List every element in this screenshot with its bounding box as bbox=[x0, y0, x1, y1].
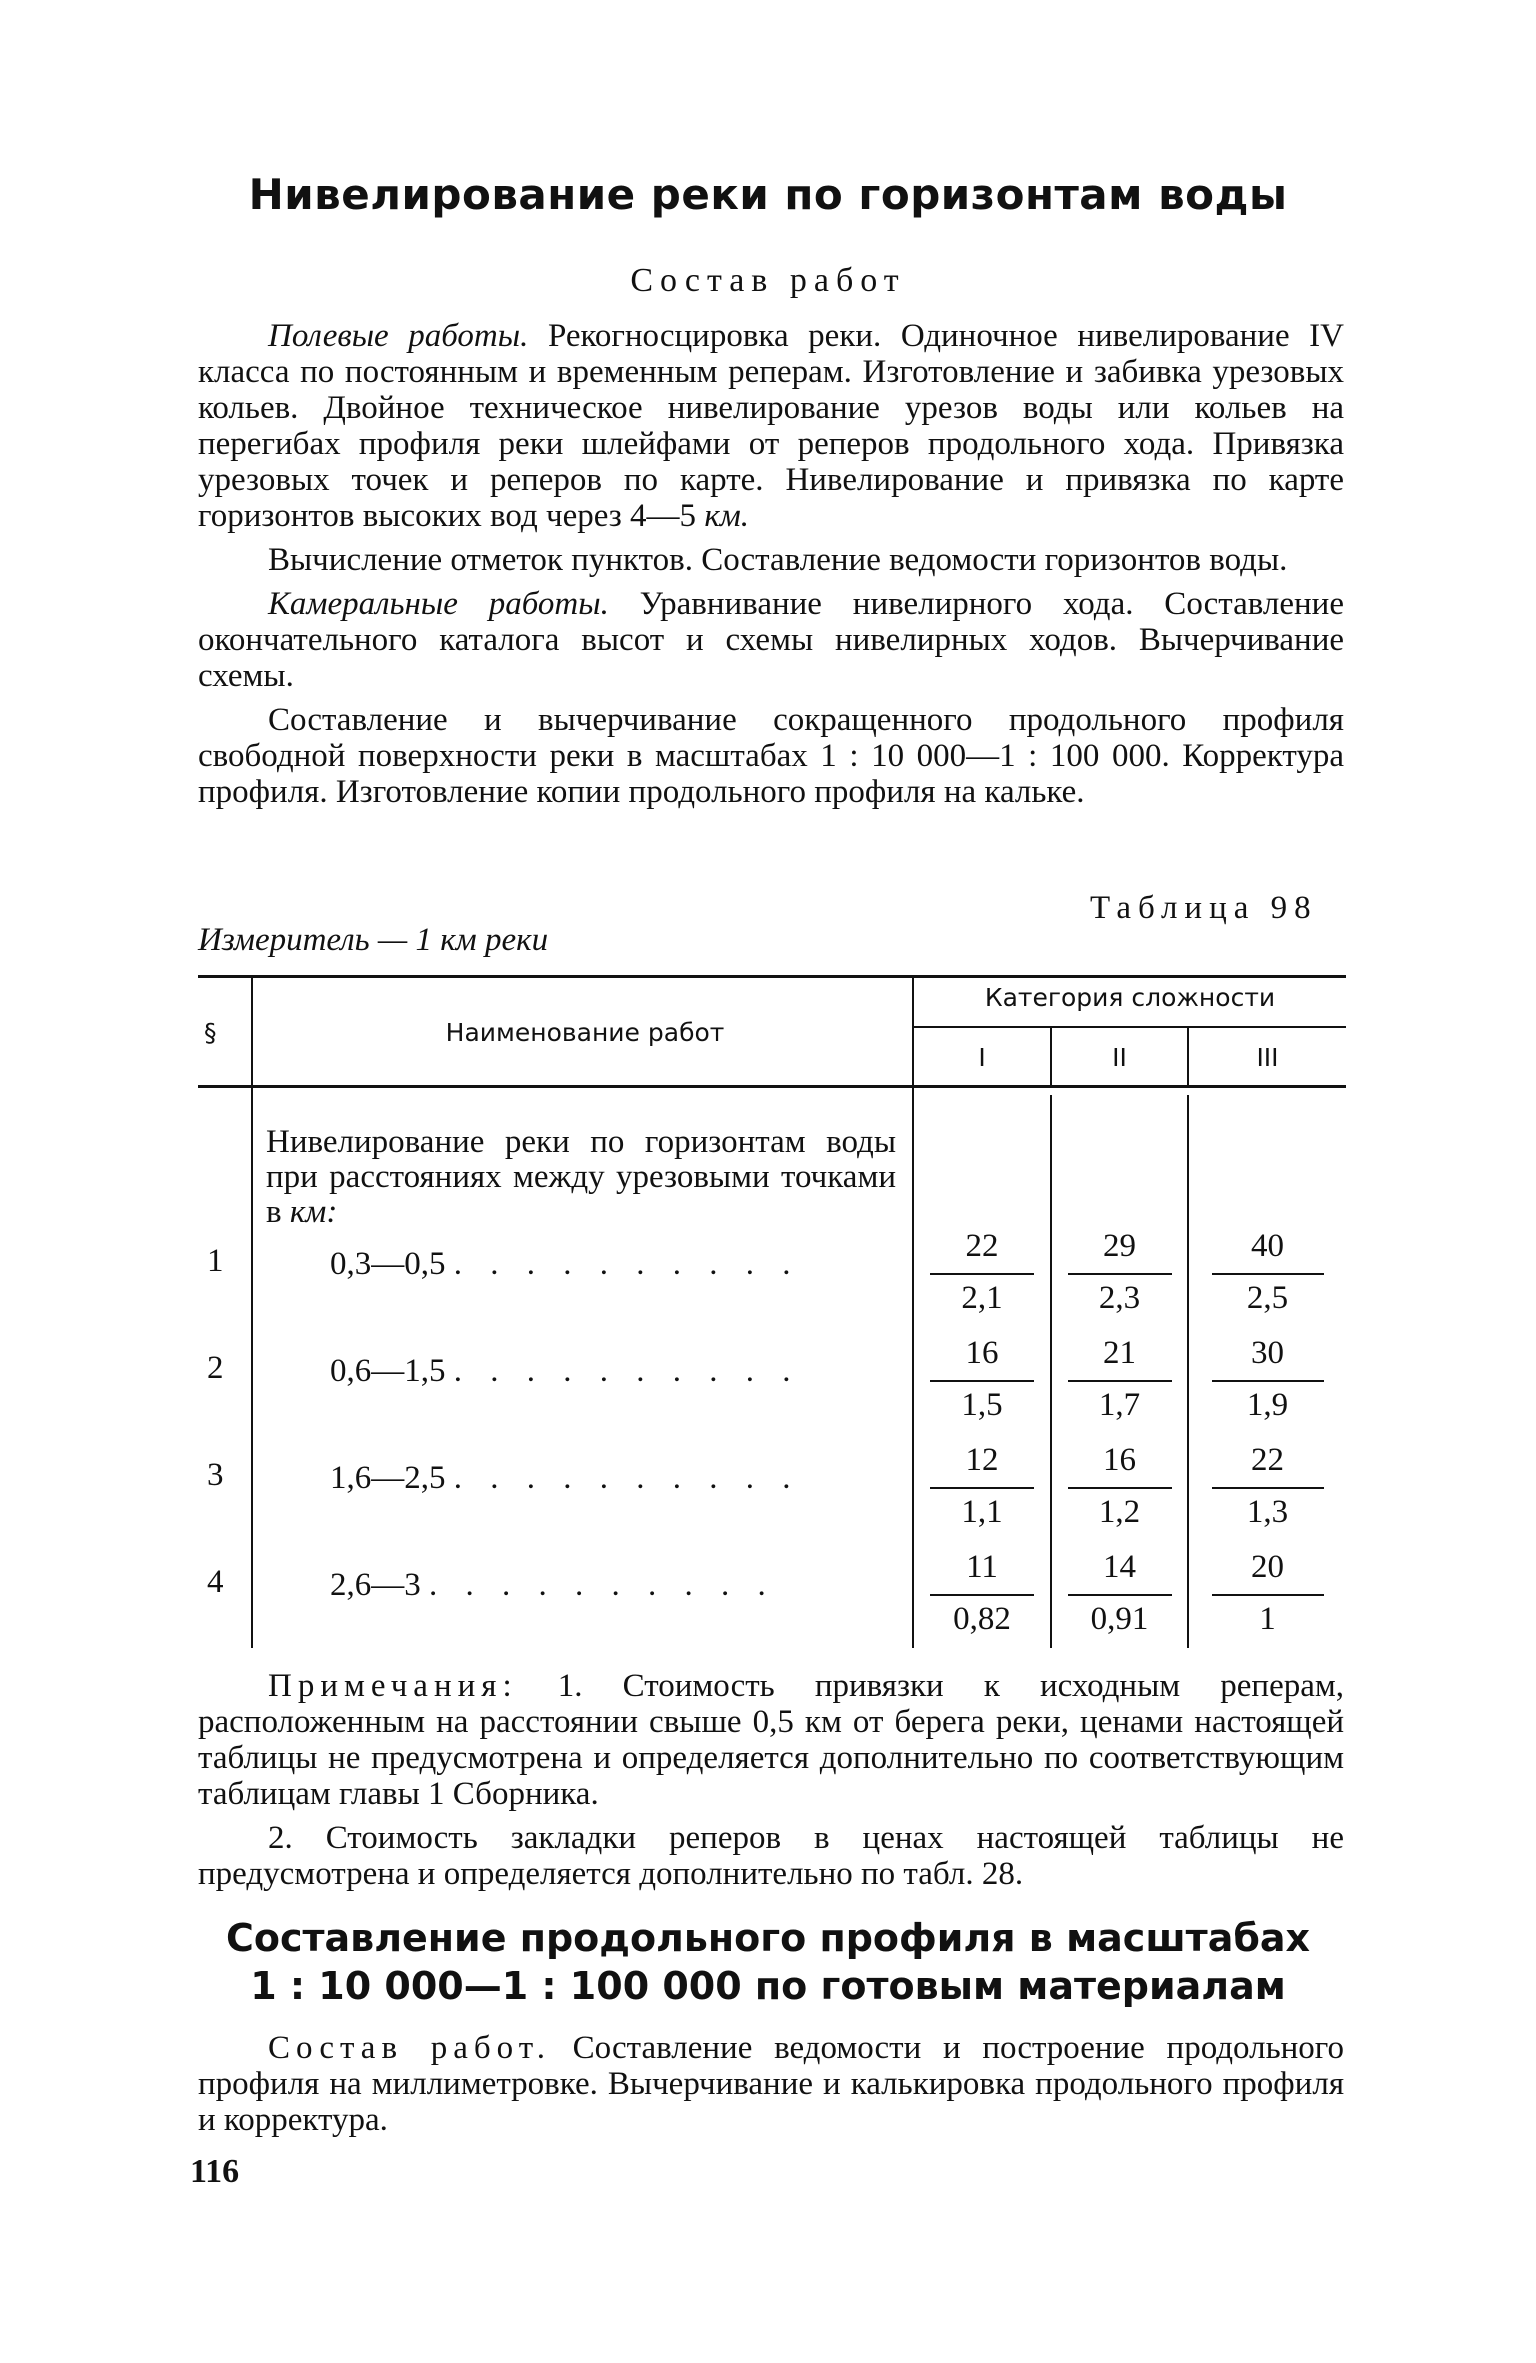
category-header-1: I bbox=[978, 1043, 986, 1072]
section-title-2-line-1: Составление продольного профиля в масштабах bbox=[225, 1916, 1311, 1960]
row1-cat3-numerator: 40 bbox=[1251, 1228, 1284, 1264]
category-group-rule bbox=[912, 1026, 1346, 1028]
row2-cat2-numerator: 21 bbox=[1103, 1335, 1136, 1371]
work-composition-text: Составление ведомости и построение продольного профиля на миллиметровке. Вычерчивание и калькировка продольного профиля и корректура. bbox=[198, 2030, 1344, 2138]
measure-unit: Измеритель — 1 км реки bbox=[198, 922, 549, 958]
name-column-header: Наименование работ bbox=[445, 1018, 725, 1047]
header-divider bbox=[251, 975, 253, 1085]
fraction-bar bbox=[930, 1380, 1034, 1382]
row4-cat1-denominator: 0,82 bbox=[953, 1601, 1011, 1637]
row4-cat1-numerator: 11 bbox=[966, 1549, 998, 1585]
office-works-label: Камеральные работы. bbox=[268, 586, 609, 622]
category-header-3: III bbox=[1256, 1043, 1279, 1072]
row3-cat2-denominator: 1,2 bbox=[1098, 1494, 1141, 1530]
notes-label: Примечания: bbox=[268, 1668, 518, 1704]
section-title-2-line-2: 1 : 10 000—1 : 100 000 по готовым материалам bbox=[250, 1964, 1286, 2008]
field-works-text: Рекогносцировка реки. Одиночное нивелирование IV класса по постоянным и временным реперам. Изготовление и забивка урезовых кольев. Двойное техническое нивелирование урезов воды или кольев на перегибах профиля реки шлейфами от реперов продольного хода. Привязка урезовых точек и реперов по карте. Нивелирование и привязка по карте горизонтов высоких вод через 4—5 bbox=[198, 318, 1345, 534]
row2-cat3-numerator: 30 bbox=[1251, 1335, 1284, 1371]
fraction-bar bbox=[1212, 1273, 1324, 1275]
row-number-2: 2 bbox=[207, 1350, 224, 1386]
row4-cat3-numerator: 20 bbox=[1251, 1549, 1284, 1585]
fraction-bar bbox=[930, 1594, 1034, 1596]
field-works-label: Полевые работы. bbox=[268, 318, 529, 354]
category-header-2: II bbox=[1112, 1043, 1127, 1072]
office-works-paragraph bbox=[198, 586, 1344, 694]
page-number: 116 bbox=[190, 2153, 240, 2190]
row3-cat3-numerator: 22 bbox=[1251, 1442, 1284, 1478]
work-composition-label: Состав работ. bbox=[268, 2030, 551, 2066]
row4-cat3-denominator: 1 bbox=[1259, 1601, 1276, 1637]
row1-cat1-denominator: 2,1 bbox=[961, 1280, 1003, 1316]
table-number: Таблица 98 bbox=[1090, 890, 1318, 926]
row-number-4: 4 bbox=[207, 1564, 224, 1600]
body-divider bbox=[251, 1088, 253, 1648]
work-description bbox=[198, 318, 1344, 810]
fraction-bar bbox=[1068, 1487, 1172, 1489]
row-number-3: 3 bbox=[207, 1457, 224, 1493]
calc-paragraph: Вычисление отметок пунктов. Составление ведомости горизонтов воды. bbox=[268, 542, 1288, 578]
profile-paragraph: Составление и вычерчивание сокращенного продольного профиля свободной поверхности реки в масштабах 1 : 10 000—1 : 100 000. Корректура профиля. Изготовление копии продольного профиля на кальке. bbox=[198, 702, 1344, 810]
table-top-rule bbox=[198, 975, 1346, 978]
note-2: 2. Стоимость закладки реперов в ценах настоящей таблицы не предусмотрена и определяется дополнительно по табл. 28. bbox=[198, 1820, 1344, 1892]
row1-cat2-denominator: 2,3 bbox=[1098, 1280, 1141, 1316]
table-notes bbox=[198, 1668, 1344, 1892]
fraction-bar bbox=[1212, 1594, 1324, 1596]
office-works-text: Уравнивание нивелирного хода. Составление окончательного каталога высот и схемы нивелирных ходов. Вычерчивание схемы. bbox=[198, 586, 1344, 694]
field-works-unit: км. bbox=[704, 498, 750, 534]
row3-cat1-denominator: 1,1 bbox=[961, 1494, 1003, 1530]
row1-cat1-numerator: 22 bbox=[965, 1228, 999, 1264]
row-range-1: 0,3—0,5 . . . . . . . . . . bbox=[330, 1246, 801, 1282]
row3-cat1-numerator: 12 bbox=[965, 1442, 999, 1478]
row-range-4: 2,6—3 . . . . . . . . . . bbox=[330, 1567, 776, 1603]
section-title: Нивелирование реки по горизонтам воды bbox=[248, 170, 1288, 219]
fraction-bar bbox=[930, 1273, 1034, 1275]
section-column-header: § bbox=[204, 1018, 217, 1047]
fraction-bar bbox=[930, 1487, 1034, 1489]
row4-cat2-numerator: 14 bbox=[1103, 1549, 1136, 1585]
work-composition-2 bbox=[198, 2030, 1344, 2138]
table-header-rule bbox=[198, 1085, 1346, 1088]
work-composition-heading: Состав работ bbox=[630, 262, 906, 299]
fraction-bar bbox=[1212, 1487, 1324, 1489]
fraction-bar bbox=[1212, 1380, 1324, 1382]
row3-cat2-numerator: 16 bbox=[1103, 1442, 1136, 1478]
row-range-3: 1,6—2,5 . . . . . . . . . . bbox=[330, 1460, 801, 1496]
note-1: Примечания: 1. Стоимость привязки к исходным реперам, расположенным на расстоянии свыше 0,5 км от берега реки, ценами настоящей таблицы не предусмотрена и определяется дополнительно по соответствующим таблицам главы 1 Сборника. bbox=[198, 1668, 1345, 1812]
row2-cat1-numerator: 16 bbox=[965, 1335, 999, 1371]
field-works-paragraph bbox=[198, 318, 1344, 534]
row2-cat1-denominator: 1,5 bbox=[961, 1387, 1003, 1423]
row-number-1: 1 bbox=[207, 1243, 224, 1279]
row2-cat3-denominator: 1,9 bbox=[1246, 1387, 1289, 1423]
row-range-2: 0,6—1,5 . . . . . . . . . . bbox=[330, 1353, 801, 1389]
row2-cat2-denominator: 1,7 bbox=[1098, 1387, 1141, 1423]
row4-cat2-denominator: 0,91 bbox=[1090, 1601, 1149, 1637]
table-intro: Нивелирование реки по горизонтам воды при расстояниях между урезовыми точками в км: bbox=[266, 1124, 896, 1230]
fraction-bar bbox=[1068, 1594, 1172, 1596]
fraction-bar bbox=[1068, 1380, 1172, 1382]
row3-cat3-denominator: 1,3 bbox=[1246, 1494, 1289, 1530]
category-group-header: Категория сложности bbox=[984, 983, 1276, 1012]
fraction-bar bbox=[1068, 1273, 1172, 1275]
row1-cat3-denominator: 2,5 bbox=[1246, 1280, 1289, 1316]
row1-cat2-numerator: 29 bbox=[1103, 1228, 1136, 1264]
